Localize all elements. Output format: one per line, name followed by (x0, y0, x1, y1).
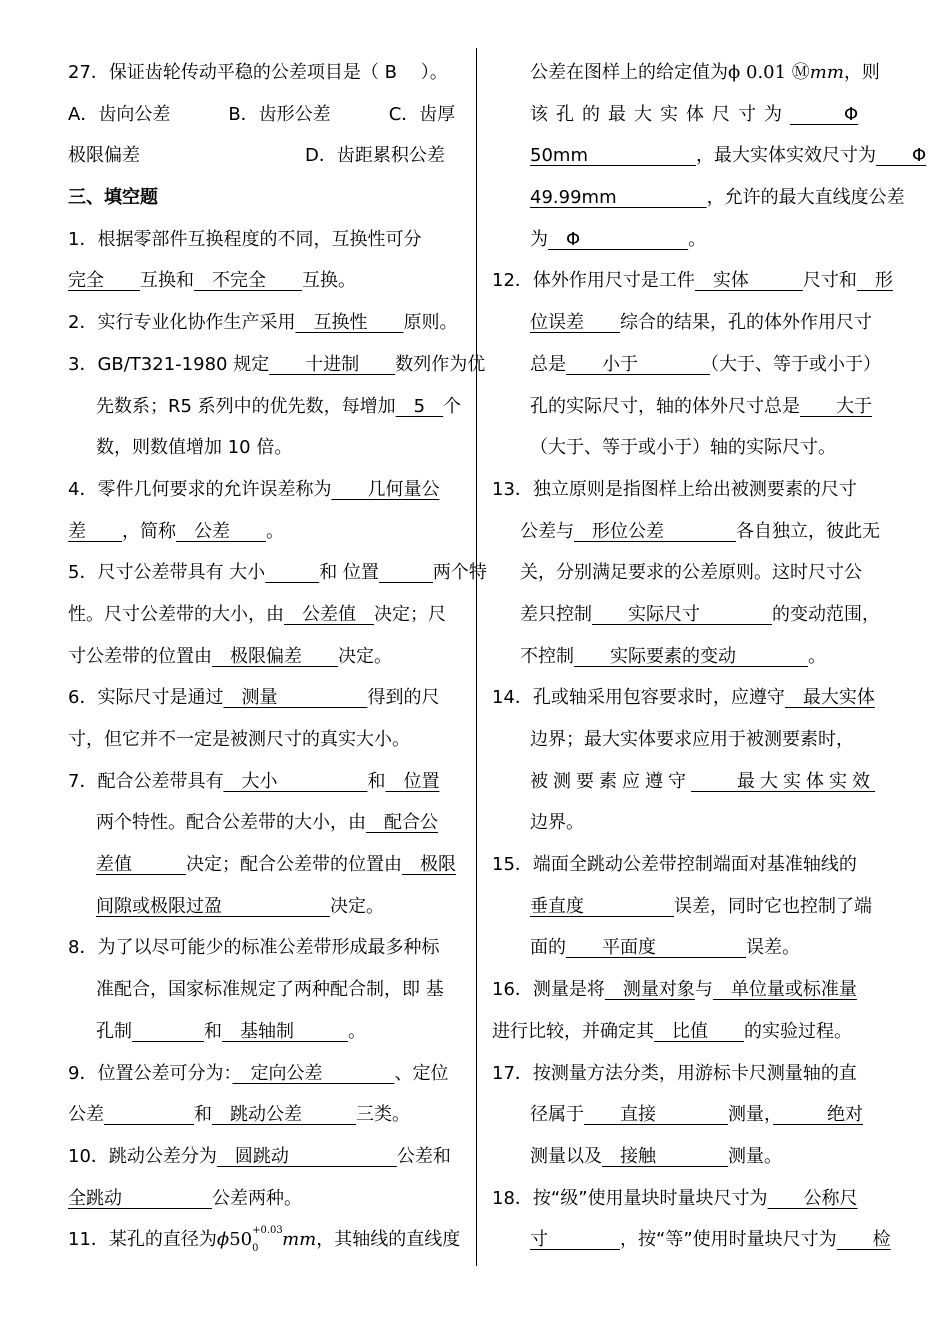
q5-text-6: 寸公差带的位置由 (68, 645, 212, 667)
q11-answer-3: Φ (548, 228, 689, 250)
q27-option-b: B．齿形公差 (228, 103, 331, 125)
q11-cont-text-7: 。 (688, 228, 707, 250)
q17-line2 (492, 1094, 884, 1136)
q7-answer-3-cont: 差值 (96, 854, 186, 876)
q7-text-3: 两个特性。配合公差带的大小，由 (96, 812, 366, 834)
q11-cont-line5 (492, 219, 884, 261)
q13-text-6: 的变动范围， (772, 603, 880, 625)
q5-text-4: 性。尺寸公差带的大小，由 (68, 603, 284, 625)
q16-line1 (492, 969, 884, 1011)
q15-text-3: 面的 (530, 937, 566, 959)
q10-text-3: 公差两种。 (212, 1187, 302, 1209)
q5-line3 (68, 636, 460, 678)
q5-answer-3: 公差值 (284, 603, 374, 625)
q15-answer-1: 垂直度 (530, 895, 674, 917)
left-column (68, 52, 487, 1261)
q10-answer-1: 圆跳动 (216, 1145, 397, 1167)
q3-text: 3．GB/T321-1980 规定 (68, 353, 270, 375)
q12-text-3: 综合的结果，孔的体外作用尺寸 (620, 312, 872, 334)
q17-answer-3: 接触 (602, 1145, 728, 1167)
q5-answer-4: 极限偏差 (212, 645, 338, 667)
q14-text: 14．孔或轴采用包容要求时，应遵守 (492, 687, 785, 709)
q1-answer-2: 不完全 (194, 270, 302, 292)
q15-text-2: 误差，同时它也控制了端 (674, 895, 872, 917)
q13-answer-1: 形位公差 (574, 520, 736, 542)
q17-line3 (492, 1136, 884, 1178)
q11-text: 11．某孔的直径为 (68, 1229, 217, 1251)
q4-text-3: 。 (266, 520, 284, 542)
q1-line2 (68, 260, 460, 302)
q13-text-8: 。 (808, 645, 826, 667)
q11-text-2: ，其轴线的直线度 (316, 1229, 461, 1251)
q27-option-c: C．齿厚 (388, 103, 456, 125)
q5-text-7: 决定。 (338, 645, 392, 667)
q3-text-4: 个 (443, 395, 462, 417)
q15-text-4: 误差。 (746, 937, 800, 959)
q12-answer-1: 实体 (694, 270, 803, 292)
q1-line1 (68, 219, 460, 261)
q9-text-2: 、定位 (394, 1062, 449, 1084)
q1-text-3: 互换。 (302, 270, 356, 292)
q3-answer-1: 十进制 (269, 353, 396, 375)
q11-cont-text-4: ，最大实体实效尺寸为 (695, 145, 876, 167)
right-column (492, 52, 927, 1261)
q8-answer-2: 基轴制 (222, 1020, 348, 1042)
q5-text: 5．尺寸公差带具有 大小 (68, 562, 266, 584)
q4-text: 4．零件几何要求的允许误差称为 (68, 478, 332, 500)
q18-text: 18．按“级”使用量块时量块尺寸为 (492, 1187, 768, 1209)
q14-text-2: 边界；最大实体要求应用于被测要素时， (530, 729, 854, 750)
q11-phi-symbol: ϕ (216, 1229, 230, 1251)
q12-line1 (492, 260, 893, 302)
q12-line2 (492, 302, 884, 344)
q5-text-2: 和 位置 (319, 562, 379, 584)
q11-cont-text-3: 该孔的最大实体尺寸为 (530, 103, 790, 125)
q6-text-2: 得到的尺 (367, 687, 440, 709)
q16-answer-1: 测量对象 (604, 979, 695, 1001)
q17-answer-1: 直接 (584, 1104, 728, 1126)
q11-lower-deviation: 0 (252, 1243, 259, 1255)
q11-cont-text-6: 为 (530, 228, 548, 250)
q15-line3 (492, 927, 884, 969)
q5-answer-2 (379, 562, 433, 583)
q10-line2 (68, 1178, 460, 1220)
q14-line2 (492, 719, 884, 761)
q16-line2 (492, 1011, 884, 1053)
q3-text-5: 数，则数值增加 10 倍。 (96, 437, 293, 459)
q4-line2 (68, 511, 460, 553)
q14-text-4: 边界。 (530, 812, 584, 834)
q27-option-a: A．齿向公差 (68, 103, 171, 125)
q11-answer-1-cont: 50mm (530, 145, 696, 167)
q6-line1 (68, 677, 460, 719)
column-divider (476, 48, 477, 1266)
q13-answer-3: 实际要素的变动 (574, 645, 808, 667)
q16-text: 16．测量是将 (492, 979, 605, 1001)
q13-line2 (492, 511, 884, 553)
q27-options-row1 (68, 94, 460, 136)
q8-text-3: 孔制 (96, 1020, 132, 1042)
q9-text: 9．位置公差可分为： (68, 1062, 233, 1084)
q17-text-2: 径属于 (530, 1104, 584, 1126)
q11-answer-2-cont: 49.99mm (530, 187, 707, 209)
q11-upper-deviation: +0.03 (252, 1225, 283, 1237)
q14-line3 (492, 761, 884, 803)
q12-text: 12．体外作用尺寸是工件 (492, 270, 695, 292)
q18-line1 (492, 1178, 884, 1220)
q2-line1 (68, 302, 460, 344)
q4-line1 (68, 469, 460, 511)
q27-option-d: D．齿距累积公差 (305, 145, 445, 167)
q9-answer-1: 定向公差 (232, 1062, 395, 1084)
q14-text-3: 被测要素应遵守 (530, 770, 691, 792)
q11-cont-line4 (492, 177, 905, 219)
q12-line4 (492, 386, 884, 428)
q12-line5 (492, 427, 884, 469)
q6-text-3: 寸，但它并不一定是被测尺寸的真实大小。 (68, 729, 410, 750)
q7-line2 (68, 802, 460, 844)
q9-text-3: 公差 (68, 1104, 104, 1126)
q15-line1 (492, 844, 884, 886)
q7-text: 7．配合公差带具有 (68, 770, 224, 792)
q11-cont-line1 (492, 52, 884, 94)
q3-text-2: 数列作为优 (395, 353, 486, 375)
q11-unit: mm (282, 1229, 317, 1251)
q9-answer-3: 跳动公差 (212, 1104, 356, 1126)
q12-answer-2-cont: 位误差 (530, 312, 620, 334)
q13-line3 (492, 552, 884, 594)
q1-text-2: 互换和 (140, 270, 194, 292)
q13-text-2: 公差与 (520, 520, 574, 542)
q17-answer-2: 绝对 (773, 1104, 863, 1126)
q7-text-4: 决定；配合公差带的位置由 (186, 854, 402, 876)
q7-answer-4: 极限 (402, 854, 456, 876)
q7-answer-1: 大小 (223, 770, 368, 792)
q27-option-c-cont: 极限偏差 (68, 145, 140, 167)
q7-line1 (68, 761, 460, 803)
q11-cont-unit: mm (809, 62, 844, 83)
q16-answer-3: 比值 (654, 1020, 744, 1042)
q1-text: 1．根据零部件互换程度的不同，互换性可分 (68, 228, 422, 250)
q15-line2 (492, 886, 884, 928)
q11-straightness-value: ϕ 0.01 Ⓜ (728, 62, 810, 83)
q7-answer-4-cont: 间隙或极限过盈 (96, 895, 330, 917)
q13-text-3: 各自独立，彼此无 (736, 520, 880, 542)
q11-tolerance (252, 1225, 283, 1255)
q17-text-5: 测量。 (728, 1145, 782, 1167)
q16-text-2: 与 (694, 979, 713, 1001)
q8-text-4: 和 (204, 1020, 222, 1042)
q4-answer-1-cont: 差 (68, 520, 122, 542)
q11-line1 (68, 1219, 460, 1261)
q13-text-5: 差只控制 (520, 603, 592, 625)
q3-line3 (68, 427, 460, 469)
q7-answer-2: 位置 (385, 770, 440, 792)
q18-answer-1-cont: 寸 (530, 1229, 620, 1251)
q9-answer-2 (104, 1104, 194, 1125)
q27-stem-text: 27．保证齿轮传动平稳的公差项目是（ B ）。 (68, 62, 448, 83)
q8-text: 8．为了以尽可能少的标准公差带形成最多种标 (68, 937, 440, 959)
q27-stem (68, 52, 460, 94)
q3-line1 (68, 344, 486, 386)
q6-text: 6．实际尺寸是通过 (68, 687, 224, 709)
q5-answer-1 (265, 562, 319, 583)
q3-line2 (68, 386, 460, 428)
q4-answer-1: 几何量公 (331, 478, 440, 500)
q15-answer-2: 平面度 (566, 937, 746, 959)
q16-text-4: 的实验过程。 (744, 1020, 852, 1042)
q14-answer-1: 最大实体 (784, 687, 875, 709)
q11-cont-line2 (492, 94, 884, 136)
q10-line1 (68, 1136, 460, 1178)
q8-answer-1 (132, 1021, 204, 1042)
q2-text-2: 原则。 (403, 312, 458, 334)
q11-cont-text-5: ，允许的最大直线度公差 (706, 187, 905, 209)
q5-line1 (68, 552, 487, 594)
q12-answer-3: 小于 (566, 353, 710, 375)
q27-options-row2 (68, 135, 460, 177)
q12-text-7: （大于、等于或小于）轴的实际尺寸。 (530, 437, 836, 459)
q10-text: 10．跳动公差分为 (68, 1145, 217, 1167)
q13-text: 13．独立原则是指图样上给出被测要素的尺寸 (492, 478, 857, 500)
q5-text-3: 两个特 (432, 562, 487, 584)
q12-text-5: （大于、等于或小于） (710, 353, 881, 375)
q9-text-5: 三类。 (356, 1104, 410, 1126)
q10-text-2: 公差和 (396, 1145, 451, 1167)
q9-line2 (68, 1094, 460, 1136)
q2-answer: 互换性 (295, 312, 404, 334)
q17-text-4: 测量以及 (530, 1145, 602, 1167)
q7-line4 (68, 886, 460, 928)
q12-text-6: 孔的实际尺寸，轴的体外尺寸总是 (530, 395, 800, 417)
q13-line1 (492, 469, 884, 511)
q3-text-3: 先数系；R5 系列中的优先数，每增加 (96, 395, 396, 417)
q2-text: 2．实行专业化协作生产采用 (68, 312, 296, 334)
q12-text-4: 总是 (530, 353, 566, 375)
q3-answer-2: 5 (395, 395, 444, 417)
q10-answer-2: 全跳动 (68, 1187, 212, 1209)
q14-line1 (492, 677, 884, 719)
q17-text-3: 测量， (728, 1104, 773, 1126)
q12-answer-2: 形 (856, 270, 893, 292)
q8-line2 (68, 969, 460, 1011)
q5-line2 (68, 594, 460, 636)
q18-line2 (492, 1219, 891, 1261)
q8-text-5: 。 (348, 1020, 366, 1042)
q1-answer-1: 完全 (68, 270, 140, 292)
q17-line1 (492, 1053, 884, 1095)
q7-text-2: 和 (367, 770, 386, 792)
q13-text-7: 不控制 (520, 645, 574, 667)
q16-text-3: 进行比较，并确定其 (492, 1020, 654, 1042)
q7-line3 (68, 844, 460, 886)
section-title: 三、填空题 (68, 187, 158, 209)
q9-line1 (68, 1053, 460, 1095)
q8-line1 (68, 927, 460, 969)
q11-cont-text: 公差在图样上的给定值为 (530, 62, 728, 83)
q8-line3 (68, 1011, 460, 1053)
q11-diameter: 50 (229, 1229, 253, 1251)
q6-answer: 测量 (223, 687, 368, 709)
q11-cont-text-2: ，则 (843, 62, 880, 83)
q7-text-5: 决定。 (330, 895, 384, 917)
q11-answer-2: Φ (875, 145, 927, 167)
q13-text-4: 关，分别满足要求的公差原则。这时尺寸公 (520, 562, 862, 584)
q11-answer-1: Φ (790, 103, 859, 125)
q16-answer-2: 单位量或标准量 (712, 979, 857, 1001)
q15-text: 15．端面全跳动公差带控制端面对基准轴线的 (492, 854, 857, 876)
q6-line2 (68, 719, 460, 761)
q13-line5 (492, 636, 884, 678)
q13-answer-2: 实际尺寸 (592, 603, 772, 625)
q7-answer-3: 配合公 (366, 812, 438, 834)
q11-cont-line3 (492, 135, 927, 177)
q5-text-5: 决定；尺 (374, 603, 446, 625)
q18-text-2: ，按“等”使用时量块尺寸为 (620, 1229, 837, 1251)
q12-answer-4: 大于 (800, 395, 872, 417)
q12-text-2: 尺寸和 (802, 270, 857, 292)
q4-answer-2: 公差 (176, 520, 266, 542)
q14-answer-2: 最大实体实效 (691, 770, 875, 792)
q14-line4 (492, 802, 884, 844)
q18-answer-1: 公称尺 (767, 1187, 858, 1209)
q8-text-2: 准配合，国家标准规定了两种配合制，即 基 (96, 979, 444, 1001)
q17-text: 17．按测量方法分类，用游标卡尺测量轴的直 (492, 1062, 857, 1084)
q4-text-2: ，简称 (122, 520, 176, 542)
q18-answer-2: 检 (836, 1229, 891, 1251)
q13-line4 (492, 594, 884, 636)
q12-line3 (492, 344, 884, 386)
q9-text-4: 和 (194, 1104, 212, 1126)
